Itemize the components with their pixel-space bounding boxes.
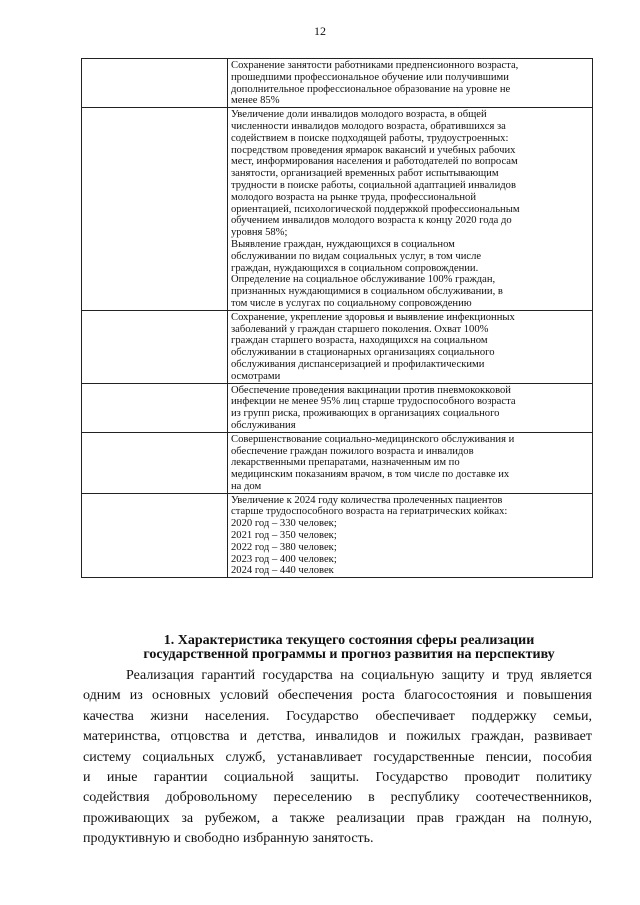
section-heading (100, 634, 598, 662)
table-cell-line: граждан старшего возраста, находящихся на социальном (231, 335, 488, 347)
paragraph-line: проживающих за рубежом, а также реализации прав граждан на полную, (83, 810, 592, 826)
table-cell-line: 2022 год – 380 человек; (231, 541, 337, 553)
table-cell-line: лекарственными препаратами, назначенным им по (231, 457, 460, 469)
table-cell-empty (82, 493, 228, 578)
table-cell-line: менее 85% (231, 95, 280, 107)
table-cell-line: 2023 год – 400 человек; (231, 553, 337, 565)
table-cell-goal (228, 383, 593, 432)
table-cell-line: старше трудоспособного возраста на гериатрических койках: (231, 506, 508, 518)
table-cell-line: обслуживания (231, 419, 296, 431)
table-cell-line: признанных нуждающимися в социальном обслуживании, в (231, 286, 503, 298)
paragraph-line: материнства, отцовства и детства, инвалидов и пожилых граждан, развивает (83, 729, 592, 745)
paragraph-line: одним из основных условий обеспечения роста благосостояния и повышения (83, 688, 592, 704)
table-cell-line: Определение на социальное обслуживание 100% граждан, (231, 274, 496, 286)
table-row (82, 383, 593, 432)
table-cell-line: медицинским показаниям врачом, в том числе по доставке их (231, 469, 510, 481)
table-cell-line: обслуживании в стационарных организациях социального (231, 347, 495, 359)
table-cell-line: Сохранение, укрепление здоровья и выявление инфекционных (231, 311, 515, 323)
page-number: 12 (314, 24, 326, 38)
table-row (82, 108, 593, 311)
section-paragraph (83, 666, 592, 850)
table-cell-line: том числе в услугах по социальному сопровождению (231, 297, 472, 309)
table-cell-line: Выявление граждан, нуждающихся в социальном (231, 238, 455, 250)
table-cell-line: уровня 58%; (231, 227, 288, 239)
table-cell-line: осмотрами (231, 370, 281, 382)
table-cell-line: на дом (231, 480, 262, 492)
table-cell-empty (82, 383, 228, 432)
table-cell-line: обеспечение граждан пожилого возраста и инвалидов (231, 445, 474, 457)
table-cell-line: Обеспечение проведения вакцинации против пневмококковой (231, 384, 511, 396)
section-heading-line-1: 1. Характеристика текущего состояния сферы реализации (163, 633, 535, 648)
table-cell-line: Увеличение к 2024 году количества пролеченных пациентов (231, 494, 503, 506)
table-cell-line: прошедшими профессиональное обучение или получившими (231, 71, 509, 83)
table-cell-line: заболеваний у граждан старшего поколения. Охват 100% (231, 323, 489, 335)
table-cell-line: мест, информирования населения и работодателей по вопросам (231, 156, 518, 168)
section-heading-line-2: государственной программы и прогноз развития на перспективу (143, 647, 555, 662)
table-cell-goal (228, 493, 593, 578)
paragraph-line: и иные гарантии социальной защиты. Государство проводит политику (83, 770, 592, 786)
table-cell-line: ориентацией, психологической поддержкой профессиональным (231, 203, 520, 215)
table-cell-goal (228, 310, 593, 383)
table-cell-goal (228, 108, 593, 311)
table-cell-line: посредством проведения ярмарок вакансий и учебных рабочих (231, 144, 516, 156)
table-cell-line: Увеличение доли инвалидов молодого возраста, в общей (231, 109, 487, 121)
table-cell-line: граждан, нуждающихся в социальном сопровождении. (231, 262, 479, 274)
table-row (82, 310, 593, 383)
table-cell-line: обслуживания диспансеризацией и профилактическими (231, 358, 485, 370)
table-cell-goal (228, 432, 593, 493)
table-cell-line: обслуживании по видам социальных услуг, в том числе (231, 250, 482, 262)
table-cell-line: численности инвалидов молодого возраста, обратившихся за (231, 120, 506, 132)
paragraph-line: качества жизни населения. Государство обеспечивает поддержку семьи, (83, 708, 592, 724)
table-cell-line: занятости, организацией временных работ испытывающим (231, 168, 499, 180)
table-cell-empty (82, 108, 228, 311)
table-cell-line: дополнительное профессиональное образование на уровне не (231, 83, 511, 95)
paragraph-line: продуктивную и свободно избранную занятость. (83, 831, 374, 847)
table-cell-empty (82, 432, 228, 493)
table-cell-line: 2021 год – 350 человек; (231, 530, 337, 542)
paragraph-line: систему социальных служб, устанавливает государственные пенсии, пособия (83, 749, 592, 765)
table-cell-line: Сохранение занятости работниками предпенсионного возраста, (231, 60, 519, 71)
goals-table (81, 58, 593, 578)
table-cell-line: 2020 год – 330 человек; (231, 518, 337, 530)
goals-table-body (82, 59, 593, 578)
table-cell-line: молодого возраста на рынке труда, профессиональной (231, 191, 477, 203)
table-row (82, 59, 593, 108)
table-cell-line: обучением инвалидов молодого возраста к концу 2020 года до (231, 215, 512, 227)
table-row (82, 432, 593, 493)
table-cell-line: Совершенствование социально-медицинского обслуживания и (231, 433, 515, 445)
table-cell-empty (82, 310, 228, 383)
table-row (82, 493, 593, 578)
table-cell-line: содействием в поиске подходящей работы, трудоустроенных: (231, 132, 509, 144)
paragraph-line: содействия добровольному переселению в республику соотечественников, (83, 790, 592, 806)
table-cell-line: из групп риска, проживающих в организациях социального (231, 408, 500, 420)
table-cell-line: 2024 год – 440 человек (231, 565, 334, 577)
table-cell-empty (82, 59, 228, 108)
table-cell-line: инфекции не менее 95% лиц старше трудоспособного возраста (231, 396, 516, 408)
table-cell-goal (228, 59, 593, 108)
table-cell-line: трудности в поиске работы, социальной адаптацией инвалидов (231, 179, 516, 191)
paragraph-line: Реализация гарантий государства на социальную защиту и труд является (126, 668, 592, 683)
